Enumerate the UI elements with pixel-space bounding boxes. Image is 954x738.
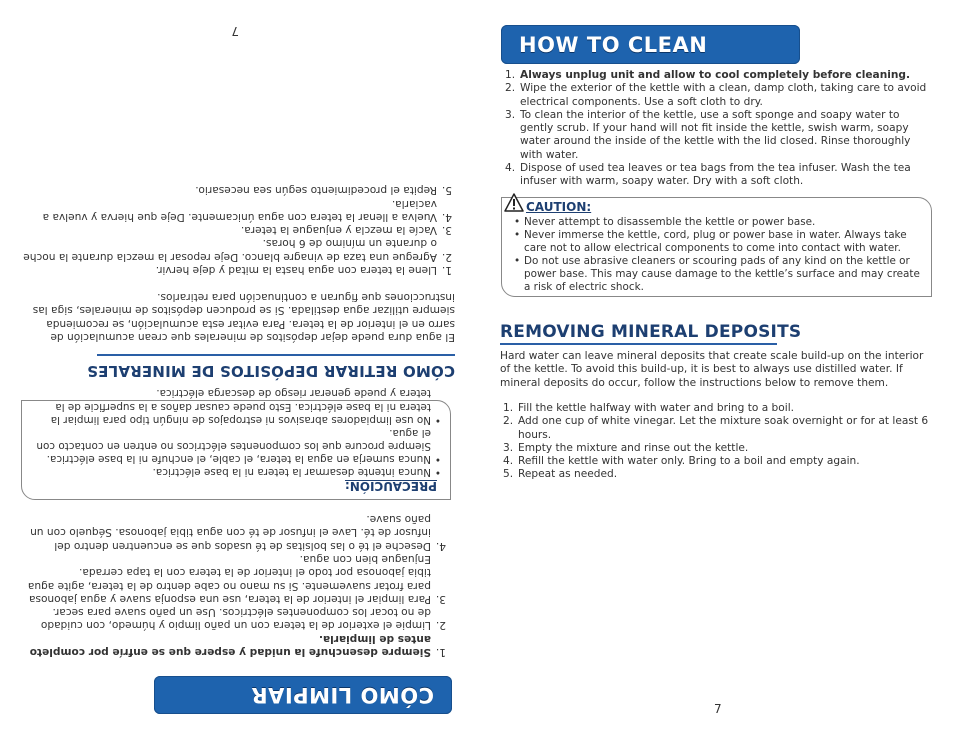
list-item: • Never immerse the kettle, cord, plug or power base in water. Always take care not to allow electrical components to come into contact with water. <box>512 229 924 255</box>
removing-steps <box>500 402 932 482</box>
english-page <box>477 0 954 738</box>
list-item: 1. Always unplug unit and allow to cool completely before cleaning. <box>505 69 911 81</box>
limpiar-banner <box>154 676 452 714</box>
list-item: 5. Repita el procedimiento según sea necesario. <box>195 184 452 197</box>
page-number: 7 <box>231 24 239 38</box>
list-item: 1. Fill the kettle halfway with water and bring to a boil. <box>503 402 795 414</box>
list-item: 5. Repeat as needed. <box>503 468 618 481</box>
precaucion-list <box>31 386 443 478</box>
how-to-clean-title: HOW TO CLEAN <box>519 32 708 57</box>
list-item: 3. Vacíe la mezcla y enjuague la tetera. <box>240 224 452 237</box>
limpiar-steps <box>27 512 449 658</box>
list-item: 2. Agregue una taza de vinagre blanco. Deje reposar la mezcla durante la noche o durante un mínimo de 6 horas. <box>23 237 452 263</box>
list-item: • Do not use abrasive cleaners or scouring pads of any kind on the kettle or power base. This may cause damage to the kettle’s surface and may create a risk of electric shock. <box>512 255 924 294</box>
retirar-title: CÓMO RETIRAR DEPÓSITOS DE MINERALES <box>86 362 455 380</box>
removing-title: REMOVING MINERAL DEPOSITS <box>500 322 802 342</box>
list-item: 1. Siempre desenchufe la unidad y espere que se enfríe por completo antes de limpiarla. <box>29 632 446 658</box>
list-item: 1. Llene la tetera con agua hasta la mitad y deje hervir. <box>155 264 452 276</box>
list-item: • No use limpiadores abrasivos ni estropajos de ningún tipo para limpiar la tetera ni la base eléctrica. Esto puede causar daños a la superficie de la tetera y puede generar riesgo de descarga eléctrica. <box>31 386 443 425</box>
list-item: 2. Limpie el exterior de la tetera con un paño limpio y húmedo, con cuidado de no tocar los componentes eléctricos. Use un paño suave para secar. <box>40 606 446 632</box>
list-item: 4. Refill the kettle with water only. Bring to a boil and empty again. <box>503 455 860 468</box>
retirar-intro: El agua dura puede dejar depósitos de minerales que crean acumulación de sarro en el interior de la tetera. Para evitar esta acumulación, se recomienda siempre utilizar agua destilada. Si se producen depósitos de minerales, siga las instrucciones que figuran a continuación para retirarlos. <box>32 291 455 343</box>
list-item: 2. Add one cup of white vinegar. Let the mixture soak overnight or for at least 6 hours. <box>503 415 929 441</box>
page-number: 7 <box>714 702 722 716</box>
limpiar-title: CÓMO LIMPIAR <box>250 683 434 707</box>
retirar-steps <box>23 183 455 276</box>
caution-list <box>512 216 924 295</box>
caution-title: CAUTION: <box>526 200 592 214</box>
how-to-clean-steps <box>502 69 934 189</box>
removing-rule <box>500 343 777 345</box>
warning-triangle-icon <box>504 193 524 213</box>
list-item: 3. To clean the interior of the kettle, use a soft sponge and soapy water to gently scrub. If your hand will not fit inside the kettle, swish warm, soapy water around the inside of the kettle with the lid closed. Rinse thoroughly with water. <box>505 108 911 161</box>
how-to-clean-banner <box>501 25 800 64</box>
list-item: • Never attempt to disassemble the kettle or power base. <box>512 216 924 229</box>
list-item: 4. Dispose of used tea leaves or tea bags from the tea infuser. Wash the tea infuser with warm, soapy water. Dry with a soft cloth. <box>505 162 911 188</box>
list-item: • Nunca intente desarmar la tetera ni la base eléctrica. <box>31 465 443 478</box>
retirar-rule <box>97 354 455 356</box>
list-item: 2. Wipe the exterior of the kettle with a clean, damp cloth, taking care to avoid electrical components. Use a soft cloth to dry. <box>505 82 927 108</box>
list-item: 4. Deseche el té o las bolsitas de té usados que se encuentren dentro del infusor de té. Lave el infusor de té con agua tibia jabonosa. Séquelo con un paño suave. <box>30 513 446 552</box>
precaucion-title: PRECAUCIÓN: <box>344 479 437 493</box>
removing-intro: Hard water can leave mineral deposits that create scale build-up on the interior of the kettle. To avoid this build-up, it is best to always use distilled water. If mineral deposits do occur, follow the instructions below to remove them. <box>500 350 924 389</box>
list-item: 4. Vuelva a llenar la tetera con agua únicamente. Deje que hierva y vuelva a vaciarla. <box>42 197 452 223</box>
list-item: 3. Para limpiar el interior de la tetera, use una esponja suave y agua jabonosa para frotar suavemente. Si su mano no cabe dentro de la tetera, agite agua tibia jabonosa por todo el interior de la tetera con la tapa cerrada. Enjuague bien con agua. <box>27 552 446 605</box>
list-item: 3. Empty the mixture and rinse out the kettle. <box>503 441 749 454</box>
list-item: • Nunca sumerja en agua la tetera, el cable, el enchufe ni la base eléctrica. Siempre procure que los componentes eléctricos no entren en contacto con el agua. <box>31 426 443 465</box>
